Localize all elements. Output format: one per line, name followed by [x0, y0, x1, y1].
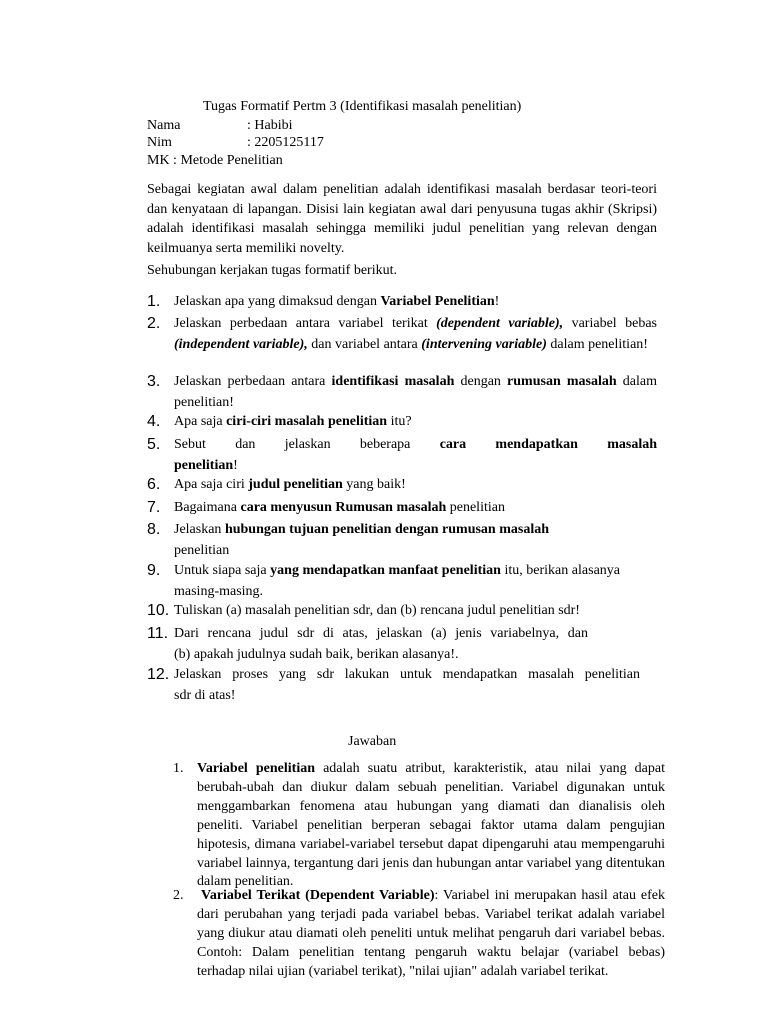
- question-number: 8.: [147, 521, 161, 538]
- question-item-5: 5. Sebut dan jelaskan beberapa cara mendapatkan masalah penelitian!: [147, 436, 657, 473]
- question-number: 12.: [147, 666, 170, 683]
- question-item-3: 3. Jelaskan perbedaan antara identifikasi masalah dengan rumusan masalah dalam penelitian!: [147, 373, 657, 410]
- answer-item-1: 1. Variabel penelitian adalah suatu atribut, karakteristik, atau nilai yang dapat berubah-ubah dan diukur dalam sebuah penelitian. Variabel digunakan untuk menggambarkan fenomena atau hubungan yang diamati dan dianalisis oleh peneliti. Variabel penelitian berperan sebagai faktor utama dalam pengujian hipotesis, dimana variabel-variabel tersebut dapat dipengaruhi atau mempengaruhi variabel lainnya, tergantung dari jenis dan hubungan antar variabel yang ditentukan dalam penelitian.: [173, 761, 665, 890]
- document-title: Tugas Formatif Pertm 3 (Identifikasi masalah penelitian): [203, 99, 522, 114]
- question-number: 9.: [147, 562, 161, 579]
- question-item-1: 1. Jelaskan apa yang dimaksud dengan Variabel Penelitian!: [147, 292, 657, 313]
- question-item-8: 8. Jelaskan hubungan tujuan penelitian dengan rumusan masalah penelitian: [147, 521, 549, 558]
- name-value: : Habibi: [247, 118, 293, 133]
- question-number: 3.: [147, 373, 161, 390]
- question-number: 1.: [147, 293, 161, 310]
- question-item-7: 7. Bagaimana cara menyusun Rumusan masalah penelitian: [147, 498, 657, 519]
- answer-term: Variabel penelitian: [197, 761, 316, 776]
- answers-heading: Jawaban: [348, 734, 397, 749]
- name-label: Nama: [147, 118, 181, 133]
- instruction-line: Sehubungan kerjakan tugas formatif berikut.: [147, 263, 397, 278]
- intro-paragraph: Sebagai kegiatan awal dalam penelitian adalah identifikasi masalah berdasar teori-teori dan kenyataan di lapangan. Disisi lain kegiatan awal dari penyusuna tugas akhir (Skripsi) adalah identifikasi masalah sehingga memiliki judul penelitian yang relevan dengan keilmuanya serta memiliki novelty.: [147, 182, 657, 256]
- question-item-10: 10. Tuliskan (a) masalah penelitian sdr, dan (b) rencana judul penelitian sdr!: [147, 601, 657, 622]
- question-number: 6.: [147, 476, 161, 493]
- question-item-11: 11. Dari rencana judul sdr di atas, jelaskan (a) jenis variabelnya, dan (b) apakah judulnya sudah baik, berikan alasanya!.: [147, 625, 588, 662]
- question-number: 4.: [147, 413, 161, 430]
- answer-term: Variabel Terikat (Dependent Variable): [201, 888, 435, 903]
- question-number: 7.: [147, 499, 161, 516]
- question-item-6: 6. Apa saja ciri judul penelitian yang baik!: [147, 475, 657, 496]
- answer-number: 2.: [173, 888, 184, 903]
- nim-label: Nim: [147, 135, 172, 150]
- answer-item-2: 2. Variabel Terikat (Dependent Variable): Variabel ini merupakan hasil atau efek dari perubahan yang terjadi pada variabel bebas. Variabel terikat adalah variabel yang diukur atau diamati oleh peneliti untuk melihat pengaruh dari variabel bebas. Contoh: Dalam penelitian tentang pengaruh waktu belajar (variabel bebas) terhadap nilai ujian (variabel terikat), "nilai ujian" adalah variabel terikat.: [173, 888, 665, 979]
- answer-number: 1.: [173, 761, 184, 776]
- question-number: 10.: [147, 602, 170, 619]
- question-item-9: 9. Untuk siapa saja yang mendapatkan manfaat penelitian itu, berikan alasanya masing-masing.: [147, 562, 620, 599]
- question-item-2: 2. Jelaskan perbedaan antara variabel terikat (dependent variable), variabel bebas (independent variable), dan variabel antara (intervening variable) dalam penelitian!: [147, 315, 657, 352]
- nim-value: : 2205125117: [247, 135, 324, 150]
- question-number: 11.: [147, 625, 169, 642]
- question-item-4: 4. Apa saja ciri-ciri masalah penelitian itu?: [147, 412, 657, 433]
- question-item-12: 12. Jelaskan proses yang sdr lakukan untuk mendapatkan masalah penelitian sdr di atas!: [147, 666, 640, 703]
- question-number: 5.: [147, 436, 161, 453]
- question-number: 2.: [147, 315, 161, 332]
- course-line: MK : Metode Penelitian: [147, 153, 283, 168]
